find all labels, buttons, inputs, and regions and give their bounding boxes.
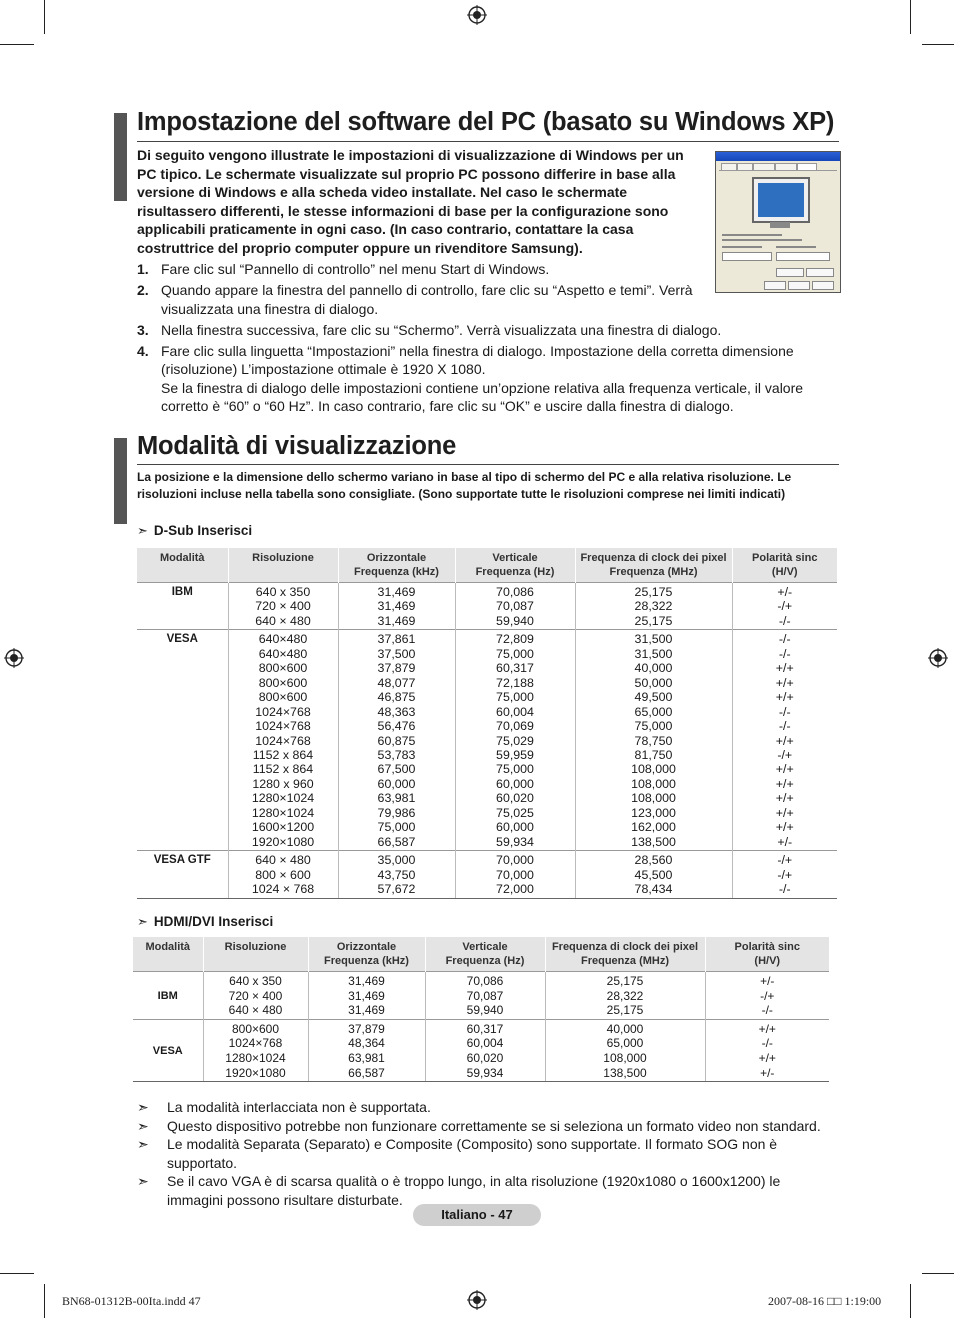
dsub-label: ➣ D-Sub Inserisci bbox=[137, 523, 253, 538]
crop-mark bbox=[910, 1284, 911, 1318]
dialog-tabs bbox=[719, 163, 837, 171]
monitor-icon bbox=[752, 177, 810, 223]
column-header: Orizzontale Frequenza (kHz) bbox=[338, 548, 455, 583]
hdmi-table bbox=[133, 937, 829, 1082]
value-cell: 70,000 70,000 72,000 bbox=[455, 851, 575, 898]
crop-mark bbox=[0, 44, 34, 45]
mode-cell: VESA GTF bbox=[137, 851, 228, 898]
table-row bbox=[133, 972, 829, 1020]
page-number-badge: Italiano - 47 bbox=[413, 1204, 541, 1226]
value-cell: 40,000 65,000 108,000 138,500 bbox=[545, 1019, 705, 1081]
registration-mark-icon bbox=[4, 648, 24, 668]
arrow-icon: ➣ bbox=[137, 914, 148, 929]
column-header: Polarità sinc (H/V) bbox=[705, 937, 829, 972]
table-row bbox=[137, 630, 837, 851]
crop-mark bbox=[44, 0, 45, 34]
section2-title: Modalità di visualizzazione bbox=[137, 432, 457, 460]
table-row bbox=[137, 583, 837, 630]
value-cell: 31,469 31,469 31,469 bbox=[308, 972, 425, 1020]
value-cell: 70,086 70,087 59,940 bbox=[425, 972, 545, 1020]
column-header: Frequenza di clock dei pixel Frequenza (MHz) bbox=[545, 937, 705, 972]
value-cell: 640×480 640×480 800×600 800×600 800×600 1024×768 1024×768 1024×768 1152 x 864 1152 x 864 1280 x 960 1280×1024 1280×1024 1600×1200 1920×1080 bbox=[228, 630, 338, 851]
value-cell: 800×600 1024×768 1280×1024 1920×1080 bbox=[203, 1019, 308, 1081]
note-item: ➣ Se il cavo VGA è di scarsa qualità o è troppo lungo, in alta risoluzione (1920x1080 o 1600x1200) le immagini possono risultare disturbate. bbox=[137, 1173, 781, 1208]
value-cell: -/+ -/+ -/- bbox=[732, 851, 837, 898]
column-header: Verticale Frequenza (Hz) bbox=[425, 937, 545, 972]
step-item: 2. Quando appare la finestra del pannello di controllo, fare clic su “Aspetto e temi”. Verrà visualizzata una finestra di dialogo. bbox=[137, 281, 693, 317]
mode-cell: VESA bbox=[137, 630, 228, 851]
step-item: 4. Fare clic sulla linguetta “Impostazioni” nella finestra di dialogo. Impostazione della corretta dimensione (risoluzione) L’impostazione ottimale è 1920 X 1080. Se la finestra di dialogo delle impostazioni contiene un’opzione relativa alla frequenza verticale, il valore corretto è “60” o “60 Hz”. In caso contrario, fare clic su “OK” e uscire dalla finestra di dialogo. bbox=[137, 342, 804, 415]
arrow-icon: ➣ bbox=[137, 1099, 149, 1115]
section1-title: Impostazione del software del PC (basato su Windows XP) bbox=[137, 108, 835, 136]
column-header: Verticale Frequenza (Hz) bbox=[455, 548, 575, 583]
section2-intro: La posizione e la dimensione dello schermo variano in base al tipo di schermo del PC e alla relativa risoluzione. Le risoluzioni incluse nella tabella sono consigliate. (Sono supportate tutte le risoluzioni comprese nei limiti indicati) bbox=[137, 470, 792, 501]
mode-cell: IBM bbox=[137, 583, 228, 630]
section1-intro: Di seguito vengono illustrate le impostazioni di visualizzazione di Windows per un PC tipico. Le schermate visualizzate sul proprio PC possono differire in base alla versione di Windows e alla scheda video installate. Nel caso le schermate risultassero differenti, le stesse informazioni di base per la configurazione sono applicabili praticamente in ogni caso. (In caso contrario, contattare la casa costruttrice del proprio computer oppure un rivenditore Samsung). bbox=[137, 147, 684, 256]
crop-mark bbox=[922, 44, 954, 45]
value-cell: 25,175 28,322 25,175 bbox=[575, 583, 732, 630]
registration-mark-icon bbox=[928, 648, 948, 668]
footer-file: BN68-01312B-00Ita.indd 47 bbox=[62, 1294, 201, 1308]
mode-cell: IBM bbox=[133, 972, 203, 1020]
value-cell: +/- -/+ -/- bbox=[732, 583, 837, 630]
crop-mark bbox=[44, 1284, 45, 1318]
value-cell: 35,000 43,750 57,672 bbox=[338, 851, 455, 898]
value-cell: 72,809 75,000 60,317 72,188 75,000 60,004 70,069 75,029 59,959 75,000 60,000 60,020 75,025 60,000 59,934 bbox=[455, 630, 575, 851]
arrow-icon: ➣ bbox=[137, 1136, 149, 1153]
arrow-icon: ➣ bbox=[137, 1117, 149, 1134]
value-cell: 70,086 70,087 59,940 bbox=[455, 583, 575, 630]
value-cell: 640 x 350 720 × 400 640 × 480 bbox=[203, 972, 308, 1020]
value-cell: 25,175 28,322 25,175 bbox=[545, 972, 705, 1020]
table-row bbox=[137, 851, 837, 898]
registration-mark-icon bbox=[467, 5, 487, 25]
column-header: Risoluzione bbox=[228, 548, 338, 583]
heading-bar bbox=[114, 438, 127, 524]
heading-rule bbox=[137, 141, 839, 142]
column-header: Frequenza di clock dei pixel Frequenza (MHz) bbox=[575, 548, 732, 583]
note-item: ➣ Le modalità Separata (Separato) e Composite (Composito) sono supportate. Il formato SOG non è supportato. bbox=[137, 1136, 778, 1171]
steps-list bbox=[137, 260, 837, 418]
value-cell: 60,317 60,004 60,020 59,934 bbox=[425, 1019, 545, 1081]
step-item: 1. Fare clic sul “Pannello di controllo” nel menu Start di Windows. bbox=[137, 261, 550, 277]
value-cell: 640 x 350 720 × 400 640 × 480 bbox=[228, 583, 338, 630]
heading-bar bbox=[114, 113, 127, 201]
registration-mark-icon bbox=[467, 1290, 487, 1310]
value-cell: 31,469 31,469 31,469 bbox=[338, 583, 455, 630]
column-header: Modalità bbox=[137, 548, 228, 583]
table-header-row bbox=[137, 548, 837, 583]
value-cell: 37,861 37,500 37,879 48,077 46,875 48,363 56,476 60,875 53,783 67,500 60,000 63,981 79,986 75,000 66,587 bbox=[338, 630, 455, 851]
column-header: Modalità bbox=[133, 937, 203, 972]
hdmi-label: ➣ HDMI/DVI Inserisci bbox=[137, 914, 274, 929]
notes-list bbox=[137, 1098, 837, 1210]
value-cell: +/+ -/- +/+ +/- bbox=[705, 1019, 829, 1081]
value-cell: 31,500 31,500 40,000 50,000 49,500 65,000 75,000 78,750 81,750 108,000 108,000 108,000 123,000 162,000 138,500 bbox=[575, 630, 732, 851]
footer-date: 2007-08-16 □□ 1:19:00 bbox=[768, 1294, 882, 1308]
table-header-row bbox=[133, 937, 829, 972]
note-item: ➣ Questo dispositivo potrebbe non funzionare correttamente se si seleziona un formato video non standard. bbox=[137, 1117, 821, 1134]
value-cell: 640 × 480 800 × 600 1024 × 768 bbox=[228, 851, 338, 898]
column-header: Risoluzione bbox=[203, 937, 308, 972]
mode-cell: VESA bbox=[133, 1019, 203, 1081]
arrow-icon: ➣ bbox=[137, 1173, 149, 1190]
column-header: Orizzontale Frequenza (kHz) bbox=[308, 937, 425, 972]
crop-mark bbox=[922, 1273, 954, 1274]
dsub-table bbox=[137, 548, 837, 899]
value-cell: 28,560 45,500 78,434 bbox=[575, 851, 732, 898]
crop-mark bbox=[910, 0, 911, 34]
arrow-icon: ➣ bbox=[137, 523, 148, 538]
crop-mark bbox=[0, 1273, 34, 1274]
step-item: 3. Nella finestra successiva, fare clic su “Schermo”. Verrà visualizzata una finestra di dialogo. bbox=[137, 321, 722, 338]
value-cell: 37,879 48,364 63,981 66,587 bbox=[308, 1019, 425, 1081]
value-cell: +/- -/+ -/- bbox=[705, 972, 829, 1020]
heading-rule bbox=[137, 464, 839, 465]
value-cell: -/- -/- +/+ +/+ +/+ -/- -/- +/+ -/+ +/+ +/+ +/+ +/+ +/+ +/- bbox=[732, 630, 837, 851]
dialog-titlebar bbox=[716, 152, 840, 161]
note-item: ➣ La modalità interlacciata non è supportata. bbox=[137, 1099, 431, 1115]
column-header: Polarità sinc (H/V) bbox=[732, 548, 837, 583]
table-row bbox=[133, 1019, 829, 1081]
